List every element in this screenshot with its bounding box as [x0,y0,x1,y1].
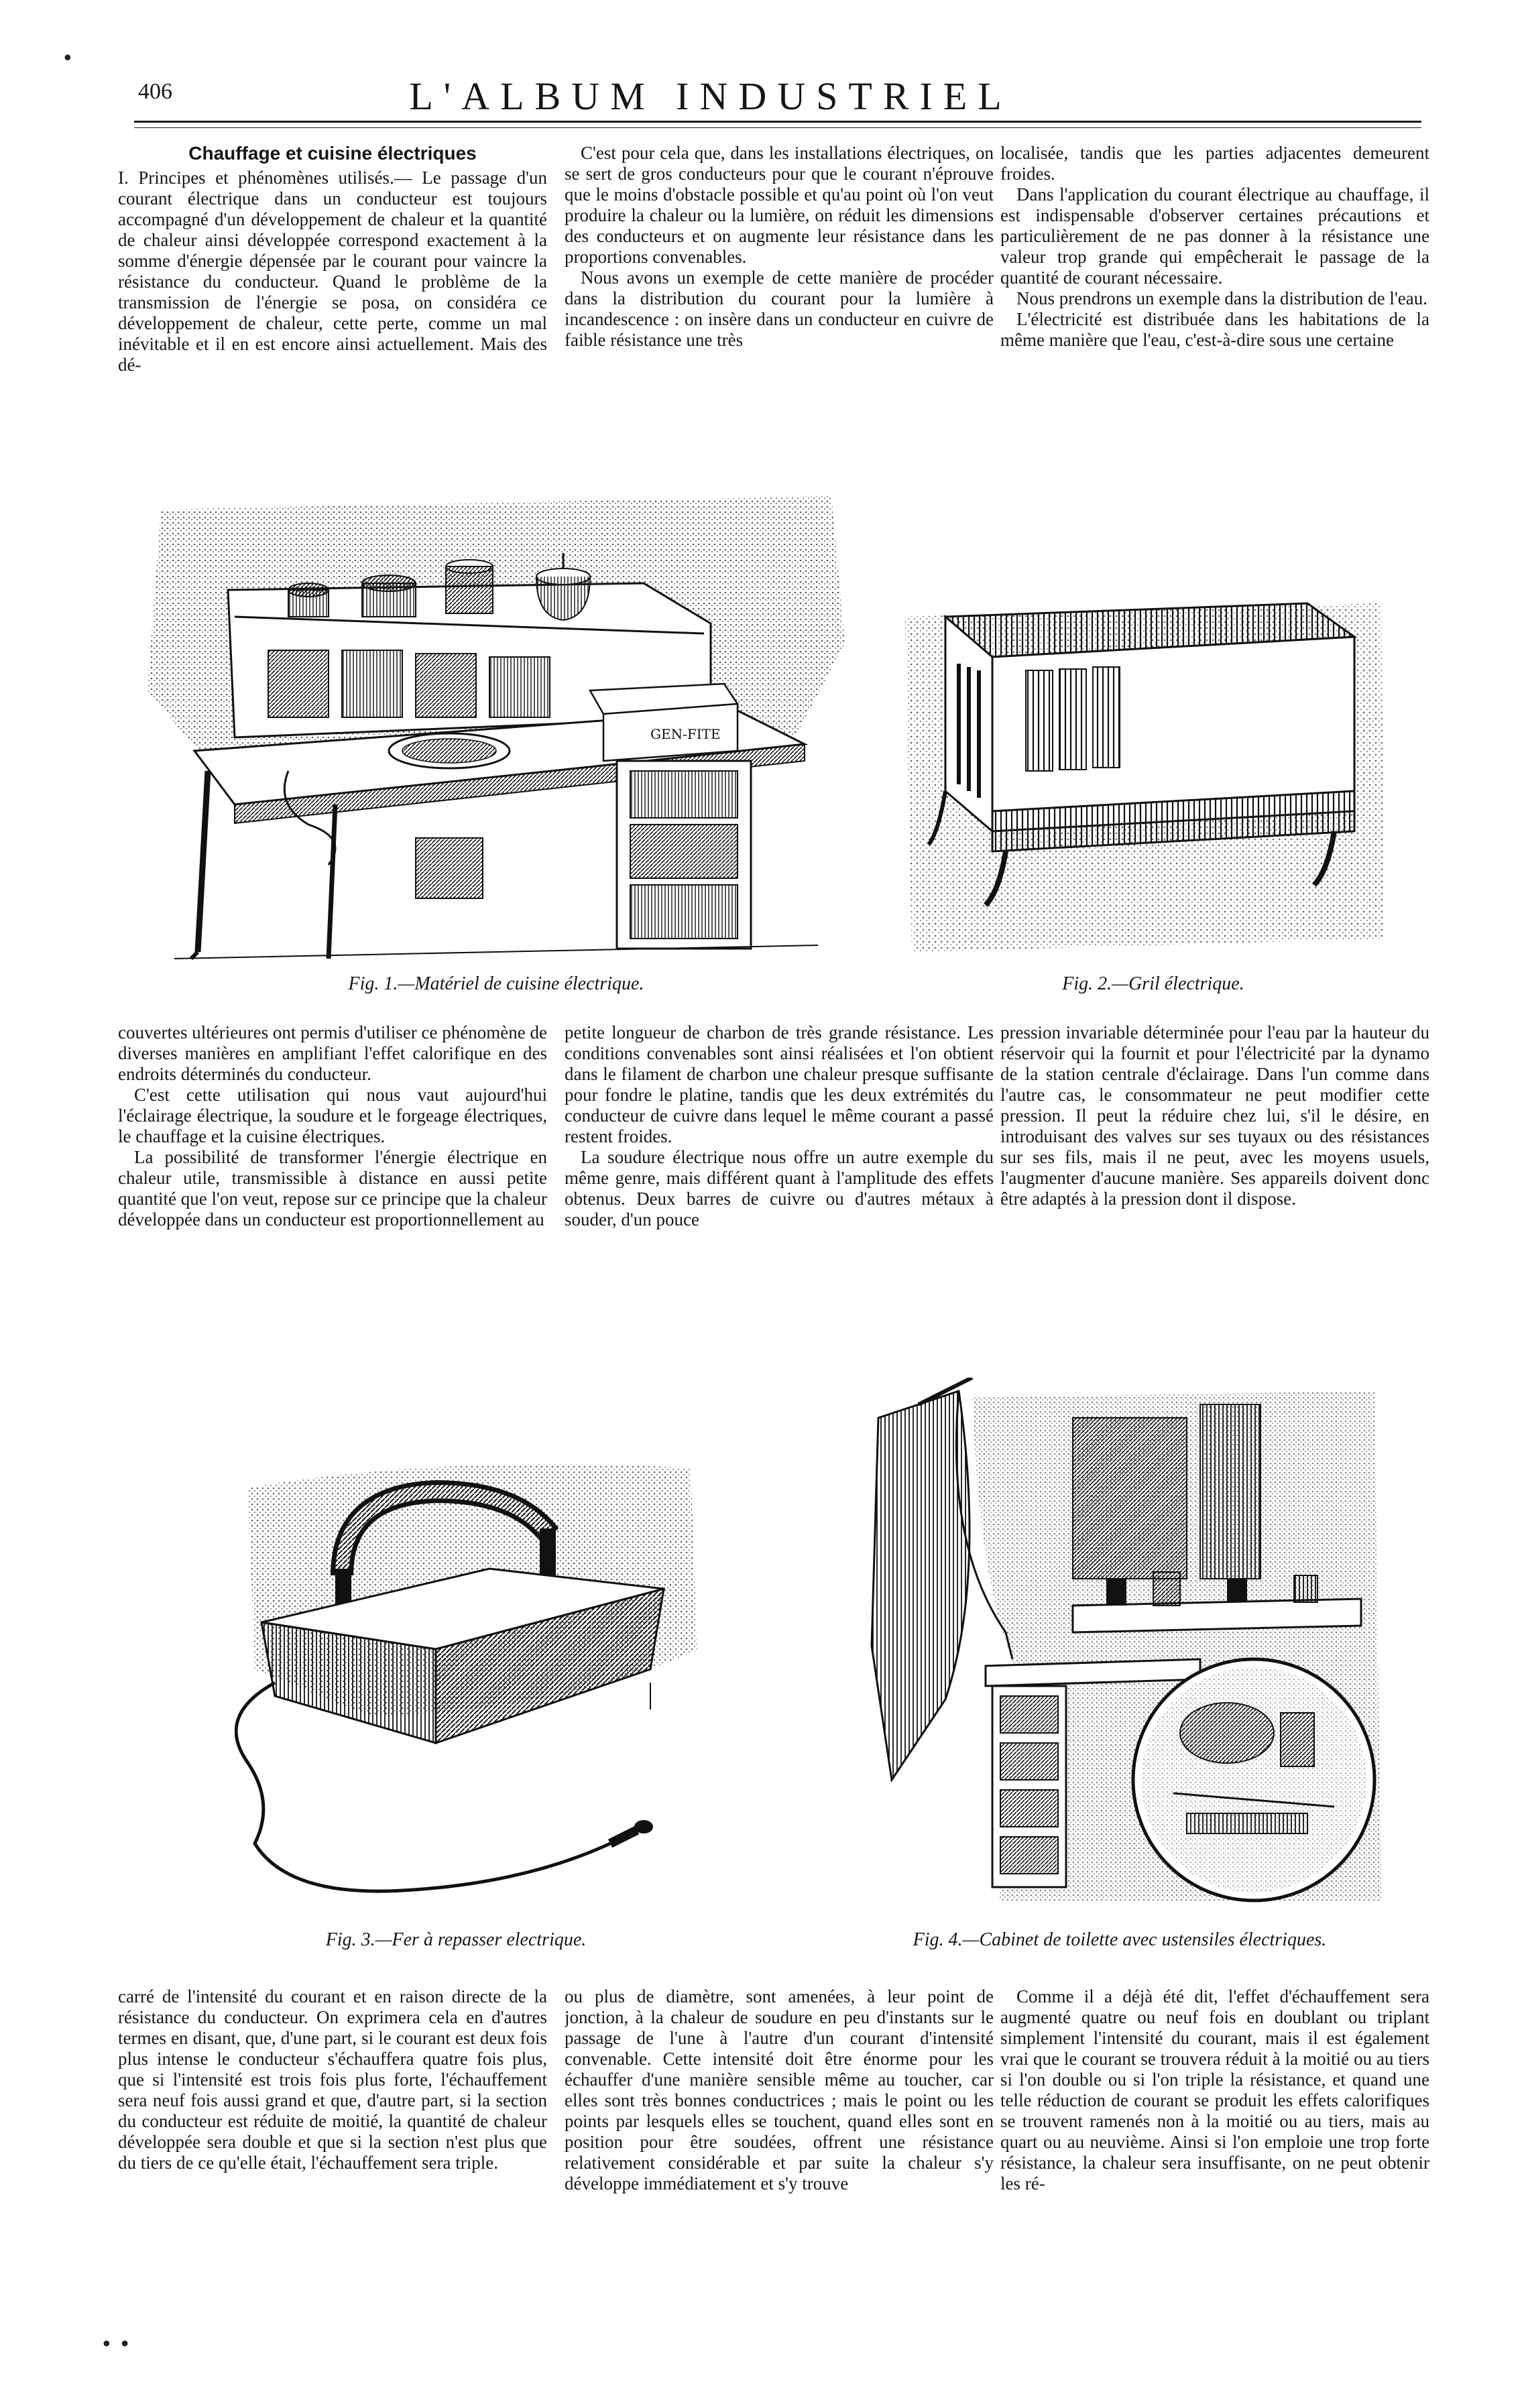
page-number: 406 [138,79,172,104]
paragraph: Comme il a déjà été dit, l'effet d'échauffement sera augmenté quatre ou neuf fois en doublant ou triplant simplement l'intensité du courant, mais il est également vrai que le courant se trouvera réduit à la moitié ou au tiers si l'on double ou si l'on triple la résistance, et quand une telle réduction de courant se produit les effets calorifiques se trouvent ramenés non à la moitié ou au tiers, mais au quart ou au neuvième. Ainsi si l'on emploie une trop forte résistance, la chaleur sera insuffisante, on ne peut obtenir les ré- [1000,1986,1429,2193]
top-column-3 [1000,143,1429,465]
figure-2-electric-grill [892,590,1395,965]
header-rule-thin [134,127,1421,128]
paragraph: L'électricité est distribuée dans les habitations de la même manière que l'eau, c'est-à-dire sous une certaine [1000,309,1429,350]
figure-1-kitchen-equipment [134,489,865,972]
running-title: L'ALBUM INDUSTRIEL [409,74,1012,118]
paragraph: ou plus de diamètre, sont amenées, à leur point de jonction, à la chaleur de soudure en peu d'instants sur le passage de l'une à l'autre d'un courant d'intensité convenable. Cette intensité doit être énorme pour les échauffer d'une manière sensible même au toucher, car elles sont très bonnes conductrices ; mais le point ou les points par lesquels elles se touchent, quand elles sont en position pour être soudées, offrent une résistance relativement considérable et par suite la chaleur s'y développe immédiatement et s'y trouve [565,1986,994,2193]
ink-speck: • • [101,2333,131,2356]
paragraph: localisée, tandis que les parties adjacentes demeurent froides. [1000,143,1429,184]
middle-column-3 [1000,1022,1429,1354]
paragraph: La possibilité de transformer l'énergie électrique en chaleur utile, transmissible à distance en aussi petite quantité que l'on veut, repose sur ce principe que la chaleur développée dans un conducteur est proportionnellement au [118,1147,547,1229]
middle-column-1 [118,1022,547,1354]
paragraph: couvertes ultérieures ont permis d'utiliser ce phénomène de diverses manières en amplifiant l'effet calorifique en des endroits déterminés du conducteur. [118,1022,547,1084]
paragraph: Nous prendrons un exemple dans la distribution de l'eau. [1016,288,1427,308]
ink-speck: • [62,47,74,70]
paragraph: C'est cette utilisation qui nous vaut aujourd'hui l'éclairage électrique, la soudure et le forgeage électriques, le chauffage et la cuisine électriques. [118,1085,547,1146]
iron-illustration [235,1428,704,1924]
bottom-column-1 [118,1986,547,2332]
bottom-column-3 [1000,1986,1429,2332]
figure-1-caption: Fig. 1.—Matériel de cuisine électrique. [348,973,644,994]
box-label: GEN-FITE [650,726,721,742]
paragraph: C'est pour cela que, dans les installations électriques, on se sert de gros conducteurs pour que le courant n'éprouve que le moins d'obstacle possible et qu'au point où l'on veut produire la chaleur ou la lumière, on réduit les dimensions des conducteurs et on augmente leur résistance dans les proportions convenables. [565,143,994,267]
paragraph: I. Principes et phénomènes utilisés.— Le passage d'un courant électrique dans un conducteur est toujours accompagné d'un développement de chaleur et la quantité de chaleur ainsi développée correspond exactement à la somme d'énergie dépensée par le courant pour vaincre la résistance du conducteur. Quand le problème de la transmission de l'énergie se posa, on considéra ce développement de chaleur, cette perte, comme un mal inévitable et il en est encore ainsi actuellement. Mais des dé- [118,168,547,375]
grill-illustration [892,590,1395,965]
paragraph: carré de l'intensité du courant et en raison directe de la résistance du conducteur. On exprimera cela en d'autres termes en disant, que, d'une part, si le courant est deux fois plus intense le conducteur s'échauffera quatre fois plus, que si l'intensité est trois fois plus forte, l'échauffement sera neuf fois aussi grand et que, d'autre part, si la section du conducteur est réduite de moitié, la quantité de chaleur développée sera double et que si la section n'est plus que du tiers de ce qu'elle était, l'échauffement sera triple. [118,1986,547,2173]
middle-column-2 [565,1022,994,1354]
figure-4-dressing-room [852,1378,1388,1907]
dressing-room-illustration [852,1378,1388,1907]
figure-3-electric-iron [235,1428,704,1924]
paragraph: petite longueur de charbon de très grande résistance. Les conditions convenables sont ainsi réalisées et l'on obtient dans le filament de charbon une chaleur presque suffisante pour fondre le platine, tandis que les deux extrémités du conducteur de cuivre dans lequel le même courant a passé restent froides. [565,1022,994,1146]
figure-3-caption: Fig. 3.—Fer à repasser electrique. [325,1929,587,1950]
figure-4-caption: Fig. 4.—Cabinet de toilette avec ustensiles électriques. [913,1929,1327,1950]
kitchen-illustration [134,489,865,972]
article-heading: Chauffage et cuisine électriques [188,143,477,164]
header-rule [134,121,1421,123]
paragraph: La soudure électrique nous offre un autre exemple du même genre, mais différent quant à l'amplitude des effets obtenus. Deux barres de cuivre ou d'autres métaux à souder, d'un pouce [565,1147,994,1229]
figure-2-caption: Fig. 2.—Gril électrique. [1062,973,1244,994]
top-column-1 [118,143,547,465]
paragraph: Nous avons un exemple de cette manière de procéder dans la distribution du courant pour la lumière à incandescence : on insère dans un conducteur en cuivre de faible résistance une très [565,267,994,350]
bottom-column-2 [565,1986,994,2332]
top-column-2 [565,143,994,465]
paragraph: pression invariable déterminée pour l'eau par la hauteur du réservoir qui la fournit et pour l'électricité par la dynamo de la station centrale d'éclairage. Dans l'un comme dans l'autre cas, le consommateur ne peut modifier cette pression. Il peut la réduire chez lui, s'il le désire, en introduisant des valves sur ses tuyaux ou des résistances sur ses fils, mais il ne peut, avec les moyens usuels, l'augmenter d'aucune manière. Ses appareils doivent donc être adaptés à la pression dont il dispose. [1000,1022,1429,1209]
paragraph: Dans l'application du courant électrique au chauffage, il est indispensable d'observer certaines précautions et particulièrement de ne pas donner à la résistance une valeur trop grande qui empêcherait le passage de la quantité de courant nécessaire. [1000,184,1429,288]
